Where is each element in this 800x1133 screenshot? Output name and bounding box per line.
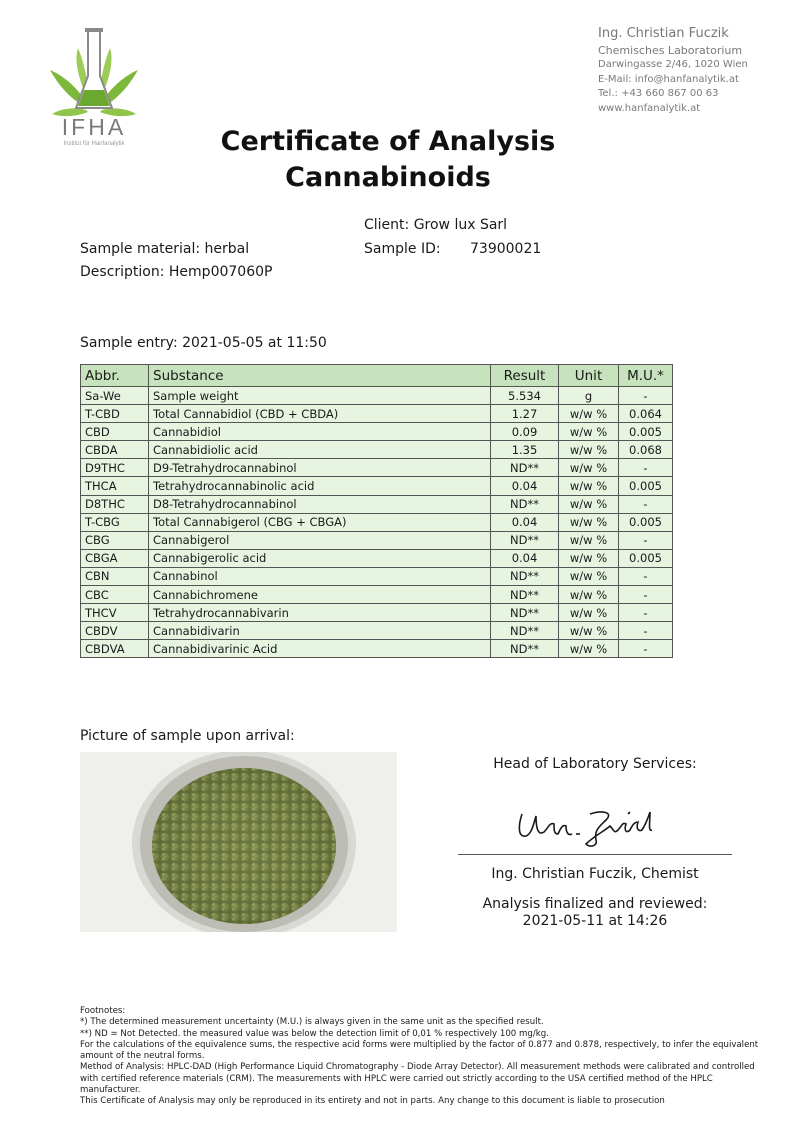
signature-name: Ing. Christian Fuczik, Chemist (491, 866, 699, 882)
table-row (81, 567, 673, 585)
cell-result: 0.09 (491, 423, 559, 441)
sample-entry: Sample entry: 2021-05-05 at 11:50 (80, 335, 327, 351)
cell-unit: w/w % (559, 477, 619, 495)
cell-abbr: CBG (81, 531, 149, 549)
footnote-equivalence: For the calculations of the equivalence sums, the respective acid forms were multiplied by the factor of 0.877 and 0.878, respectively, to infer the equivalent amount of the neutral forms. (80, 1039, 759, 1062)
finalized-date: 2021-05-11 at 14:26 (522, 913, 668, 929)
cell-result: ND** (491, 567, 559, 585)
cell-result: 0.04 (491, 513, 559, 531)
table-row (81, 586, 673, 604)
signature-icon (510, 800, 670, 848)
cell-abbr: CBDVA (81, 640, 149, 658)
cell-unit: w/w % (559, 604, 619, 622)
cell-abbr: D8THC (81, 495, 149, 513)
table-row (81, 441, 673, 459)
cell-mu: 0.005 (619, 513, 673, 531)
cell-substance: Cannabidiol (149, 423, 491, 441)
cell-result: ND** (491, 531, 559, 549)
table-row (81, 477, 673, 495)
cell-substance: Cannabinol (149, 567, 491, 585)
cell-result: 0.04 (491, 549, 559, 567)
cell-unit: w/w % (559, 640, 619, 658)
table-row (81, 604, 673, 622)
cell-abbr: T-CBG (81, 513, 149, 531)
cell-substance: Total Cannabidiol (CBD + CBDA) (149, 405, 491, 423)
table-row (81, 622, 673, 640)
header-mu: M.U.* (619, 365, 673, 387)
cell-result: ND** (491, 604, 559, 622)
logo-wordmark: IFHA (61, 114, 127, 140)
footnote-reproduction: This Certificate of Analysis may only be reproduced in its entirety and not in parts. Any change to this document is liable to prosecution (80, 1096, 665, 1107)
cell-unit: w/w % (559, 549, 619, 567)
cell-unit: w/w % (559, 495, 619, 513)
cell-mu: - (619, 495, 673, 513)
cell-substance: Tetrahydrocannabivarin (149, 604, 491, 622)
lab-subtitle: Chemisches Laboratorium (598, 44, 743, 57)
cell-unit: w/w % (559, 622, 619, 640)
cell-unit: w/w % (559, 567, 619, 585)
cell-substance: D9-Tetrahydrocannabinol (149, 459, 491, 477)
cell-mu: - (619, 567, 673, 585)
cell-abbr: Sa-We (81, 387, 149, 405)
lab-name: Ing. Christian Fuczik (598, 26, 729, 41)
table-row (81, 513, 673, 531)
page-title (150, 124, 626, 196)
table-row (81, 459, 673, 477)
picture-label: Picture of sample upon arrival: (80, 728, 295, 744)
cell-abbr: CBD (81, 423, 149, 441)
title-line-2: Cannabinoids (285, 162, 491, 193)
cell-mu: - (619, 387, 673, 405)
cell-substance: Sample weight (149, 387, 491, 405)
cell-substance: D8-Tetrahydrocannabinol (149, 495, 491, 513)
cell-result: ND** (491, 586, 559, 604)
table-row (81, 549, 673, 567)
header-abbr: Abbr. (81, 365, 149, 387)
table-row (81, 423, 673, 441)
table-row (81, 405, 673, 423)
table-row (81, 387, 673, 405)
cell-unit: w/w % (559, 405, 619, 423)
sample-material: Sample material: herbal (80, 241, 250, 257)
cell-substance: Cannabichromene (149, 586, 491, 604)
cell-unit: w/w % (559, 586, 619, 604)
cell-abbr: T-CBD (81, 405, 149, 423)
lab-header (598, 24, 793, 116)
cell-result: 0.04 (491, 477, 559, 495)
cell-mu: - (619, 459, 673, 477)
cell-mu: 0.005 (619, 549, 673, 567)
title-line-1: Certificate of Analysis (220, 126, 556, 157)
cell-mu: 0.068 (619, 441, 673, 459)
cell-unit: w/w % (559, 459, 619, 477)
cell-mu: - (619, 531, 673, 549)
sample-photo (80, 752, 397, 932)
cell-result: 1.27 (491, 405, 559, 423)
table-header-row (81, 365, 673, 387)
cell-mu: 0.005 (619, 477, 673, 495)
sample-id-label: Sample ID: (364, 241, 441, 257)
table-row (81, 495, 673, 513)
cell-abbr: CBDA (81, 441, 149, 459)
cell-substance: Tetrahydrocannabinolic acid (149, 477, 491, 495)
logo-subtitle: Institut für Hanfanalytik (63, 141, 125, 147)
footnote-mu: *) The determined measurement uncertainty (M.U.) is always given in the same unit as the specified result. (80, 1017, 544, 1028)
cell-result: ND** (491, 459, 559, 477)
cell-unit: w/w % (559, 441, 619, 459)
cell-substance: Cannabidivarinic Acid (149, 640, 491, 658)
header-unit: Unit (559, 365, 619, 387)
cell-result: 1.35 (491, 441, 559, 459)
cell-unit: w/w % (559, 513, 619, 531)
cell-unit: w/w % (559, 423, 619, 441)
cell-abbr: CBN (81, 567, 149, 585)
cell-mu: 0.005 (619, 423, 673, 441)
cell-abbr: CBGA (81, 549, 149, 567)
header-result: Result (491, 365, 559, 387)
cell-abbr: THCA (81, 477, 149, 495)
sample-id-value: 73900021 (470, 241, 542, 257)
footnote-nd: **) ND = Not Detected. the measured value was below the detection limit of 0,01 % respectively 100 mg/kg. (80, 1028, 549, 1039)
cell-mu: - (619, 622, 673, 640)
cell-substance: Cannabigerol (149, 531, 491, 549)
cell-abbr: THCV (81, 604, 149, 622)
lab-email: E-Mail: info@hanfanalytik.at (598, 73, 739, 85)
signature-line (458, 854, 732, 855)
cell-unit: w/w % (559, 531, 619, 549)
table-row (81, 531, 673, 549)
description: Description: Hemp007060P (80, 264, 273, 280)
client-label: Client: Grow lux Sarl (364, 217, 508, 233)
cell-substance: Cannabigerolic acid (149, 549, 491, 567)
cell-abbr: CBC (81, 586, 149, 604)
cell-abbr: D9THC (81, 459, 149, 477)
cell-substance: Cannabidiolic acid (149, 441, 491, 459)
cell-mu: - (619, 640, 673, 658)
footnote-method: Method of Analysis: HPLC-DAD (High Performance Liquid Chromatography - Diode Array Detector). All measurement methods were calibrated and controlled with certified reference materials (CRM). The measurements with HPLC were carried out strictly according to the USA certified method of the HPLC manufacturer. (80, 1062, 755, 1096)
cell-mu: - (619, 586, 673, 604)
cell-mu: 0.064 (619, 405, 673, 423)
cell-substance: Total Cannabigerol (CBG + CBGA) (149, 513, 491, 531)
header-substance: Substance (149, 365, 491, 387)
cell-result: 5.534 (491, 387, 559, 405)
footnote-heading: Footnotes: (80, 1006, 126, 1016)
cell-result: ND** (491, 495, 559, 513)
signature-heading: Head of Laboratory Services: (493, 756, 697, 772)
results-table (80, 364, 673, 658)
lab-web: www.hanfanalytik.at (598, 102, 701, 114)
cell-result: ND** (491, 640, 559, 658)
footnotes (80, 1006, 760, 1108)
table-row (81, 640, 673, 658)
cell-unit: g (559, 387, 619, 405)
lab-phone: Tel.: +43 660 867 00 63 (598, 88, 719, 99)
cell-result: ND** (491, 622, 559, 640)
finalized-label: Analysis finalized and reviewed: (482, 896, 708, 912)
lab-address: Darwingasse 2/46, 1020 Wien (598, 59, 748, 70)
cell-abbr: CBDV (81, 622, 149, 640)
cell-mu: - (619, 604, 673, 622)
cell-substance: Cannabidivarin (149, 622, 491, 640)
